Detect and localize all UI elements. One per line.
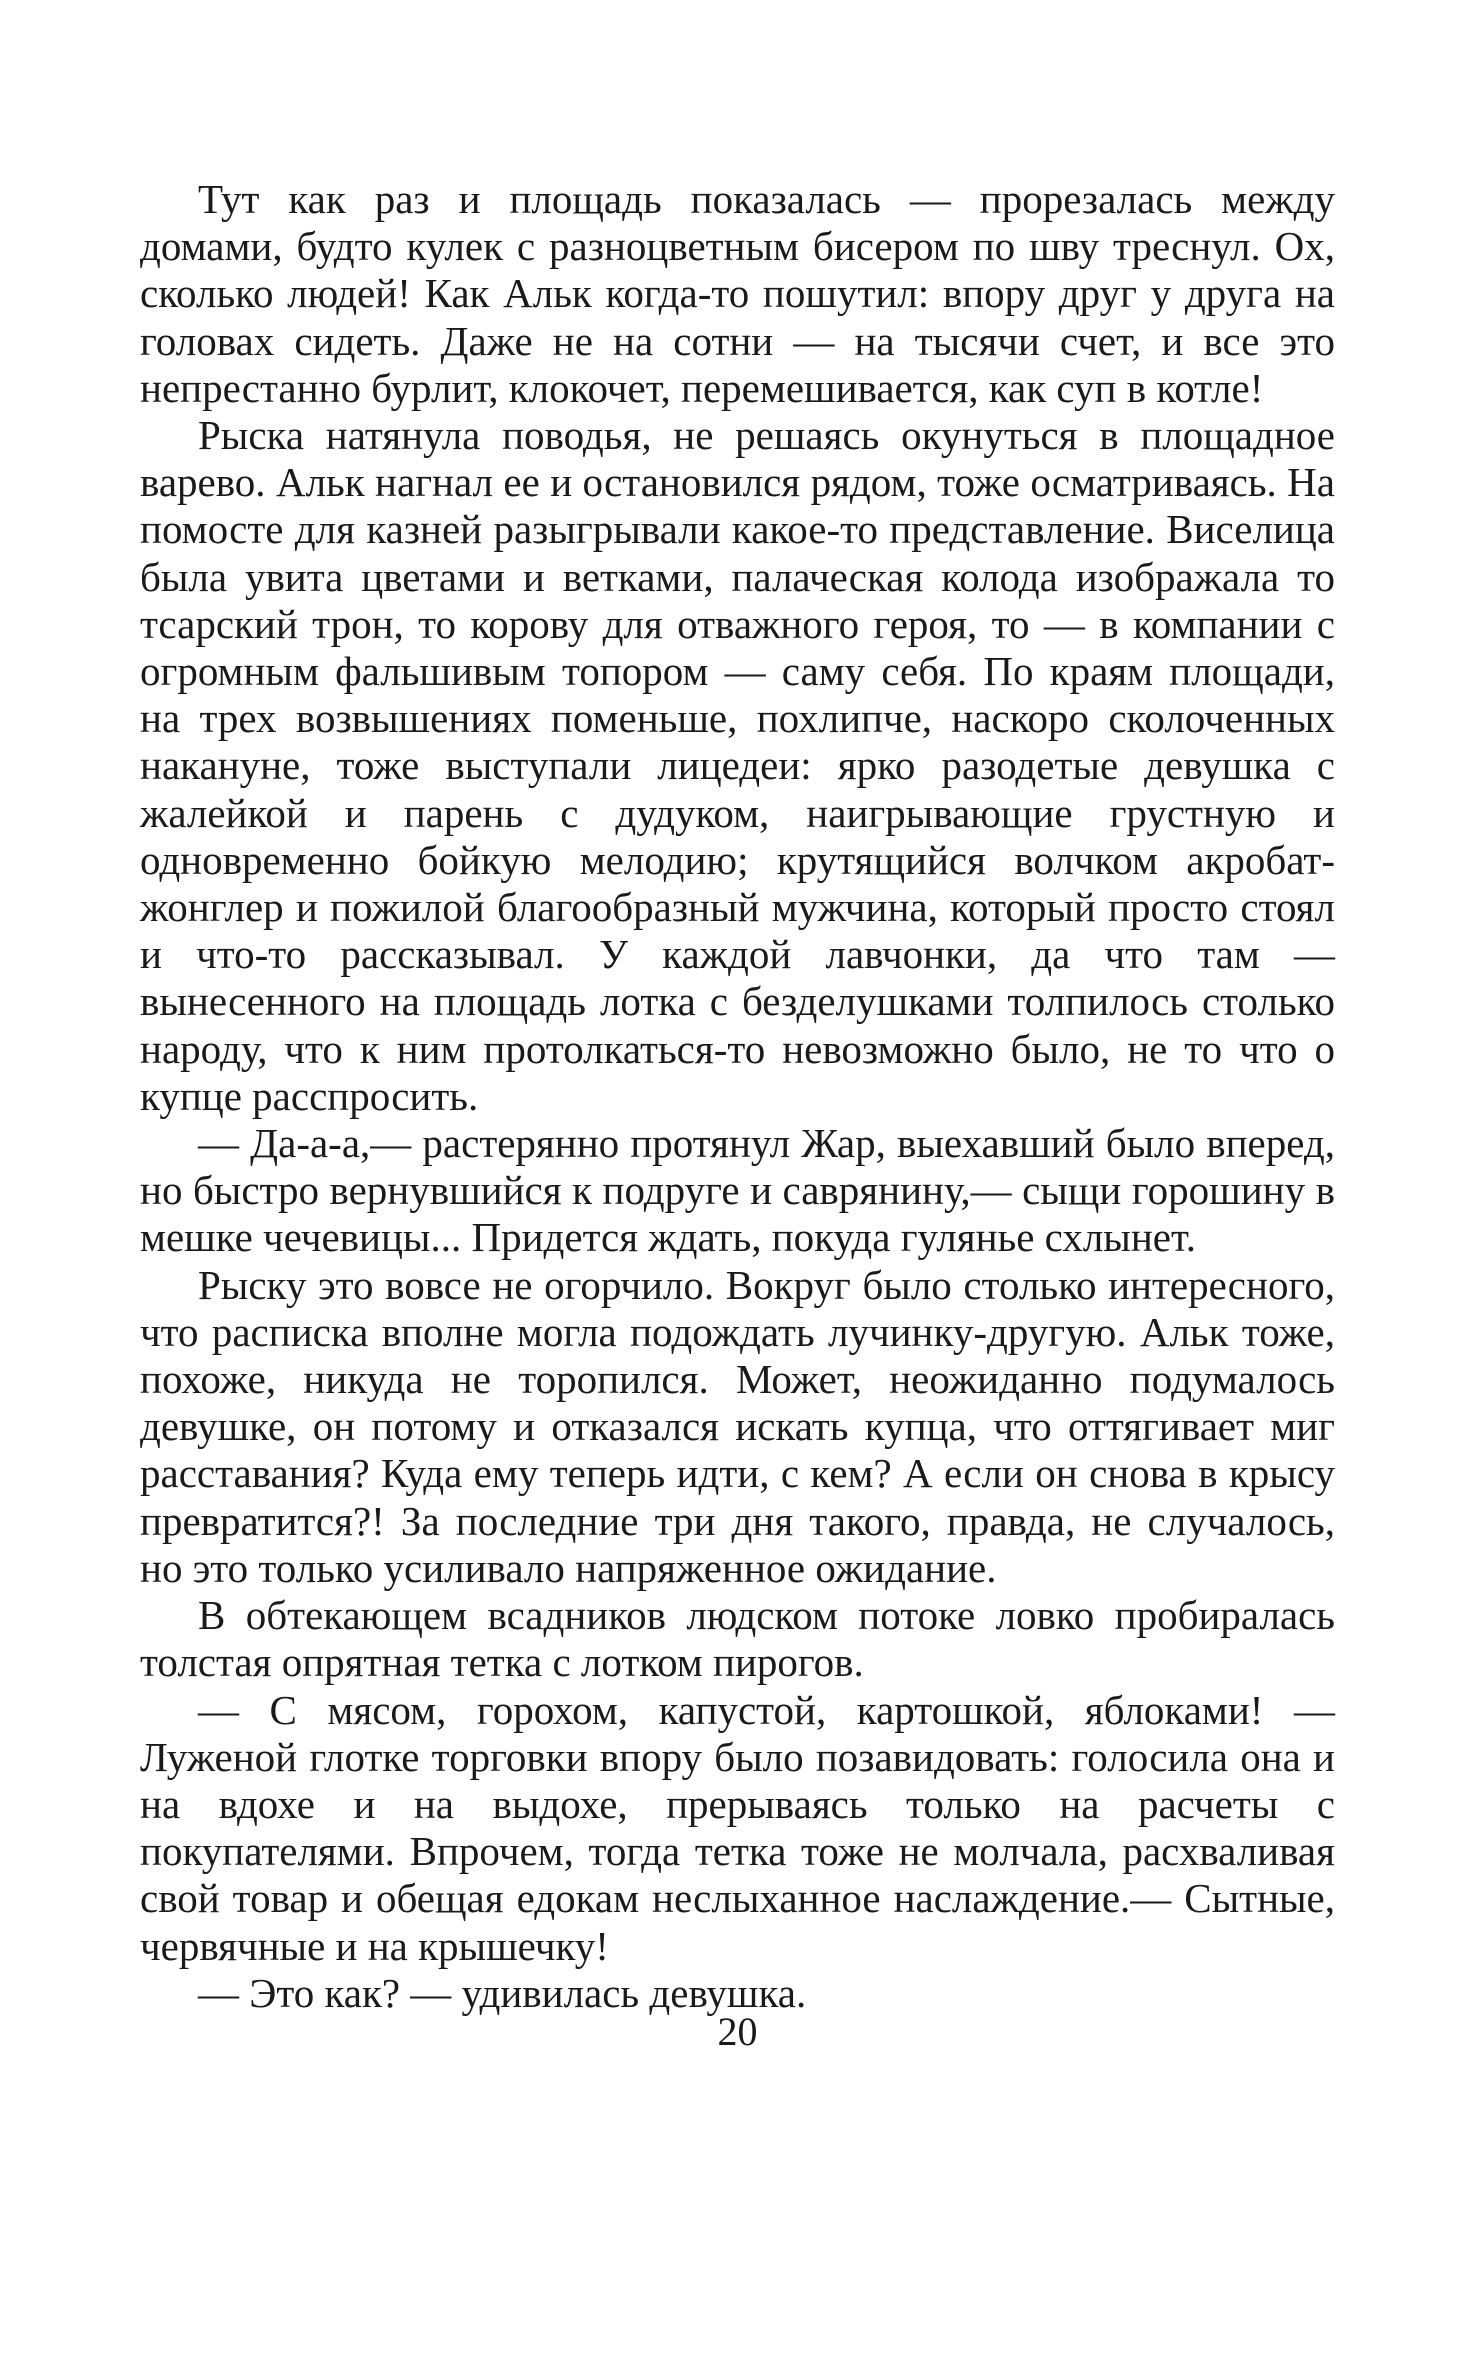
paragraph-4: Рыску это вовсе не огорчило. Вокруг было столько интересного, что расписка вполне могла подождать лучинку-другую. Альк тоже, похоже, никуда не торопился. Может, неожиданно подумалось девушке, он потому и отказался искать купца, что оттягивает миг расставания? Куда ему теперь идти, с кем? А если он снова в крысу превратится?! За последние три дня такого, правда, не случалось, но это только усиливало напряженное ожидание. bbox=[140, 1261, 1335, 1591]
paragraph-5: В обтекающем всадников людском потоке ловко пробиралась толстая опрятная тетка с лотком пирогов. bbox=[140, 1592, 1335, 1686]
paragraph-7: — Это как? — удивилась девушка. bbox=[198, 1969, 807, 2016]
paragraph-3: — Да-а-а,— растерянно протянул Жар, выехавший было вперед, но быстро вернувшийся к подруге и саврянину,— сыщи горошину в мешке чечевицы... Придется ждать, покуда гулянье схлынет. bbox=[140, 1120, 1335, 1261]
paragraph-1: Тут как раз и площадь показалась — прорезалась между домами, будто кулек с разноцветным бисером по шву треснул. Ох, сколько людей! Как Альк когда-то пошутил: впору друг у друга на головах сидеть. Даже не на сотни — на тысячи счет, и все это непрестанно бурлит, клокочет, перемешивается, как суп в котле! bbox=[140, 176, 1335, 411]
paragraph-6: — С мясом, горохом, капустой, картошкой, яблоками! — Луженой глотке торговки впору было позавидовать: голосила она и на вдохе и на выдохе, прерываясь только на расчеты с покупателями. Впрочем, тогда тетка тоже не молчала, расхваливая свой товар и обещая едокам неслыханное наслаждение.— Сытные, червячные и на крышечку! bbox=[140, 1686, 1335, 1969]
page-number: 20 bbox=[717, 2009, 758, 2054]
paragraph-2: Рыска натянула поводья, не решаясь окунуться в площадное варево. Альк нагнал ее и остановился рядом, тоже осматриваясь. На помосте для казней разыгрывали какое-то представление. Виселица была увита цветами и ветками, палаческая колода изображала то тсарский трон, то корову для отважного героя, то — в компании с огромным фальшивым топором — саму себя. По краям площади, на трех возвышениях поменьше, похлипче, наскоро сколоченных накануне, тоже выступали лицедеи: ярко разодетые девушка с жалейкой и парень с дудуком, наигрывающие грустную и одновременно бойкую мелодию; крутящийся волчком акробат-жонглер и пожилой благообразный мужчина, который просто стоял и что-то рассказывал. У каждой лавчонки, да что там — вынесенного на площадь лотка с безделушками толпилось столько народу, что к ним протолкаться-то невозможно было, не то что о купце расспросить. bbox=[140, 412, 1335, 1119]
body-text bbox=[140, 176, 1335, 2017]
